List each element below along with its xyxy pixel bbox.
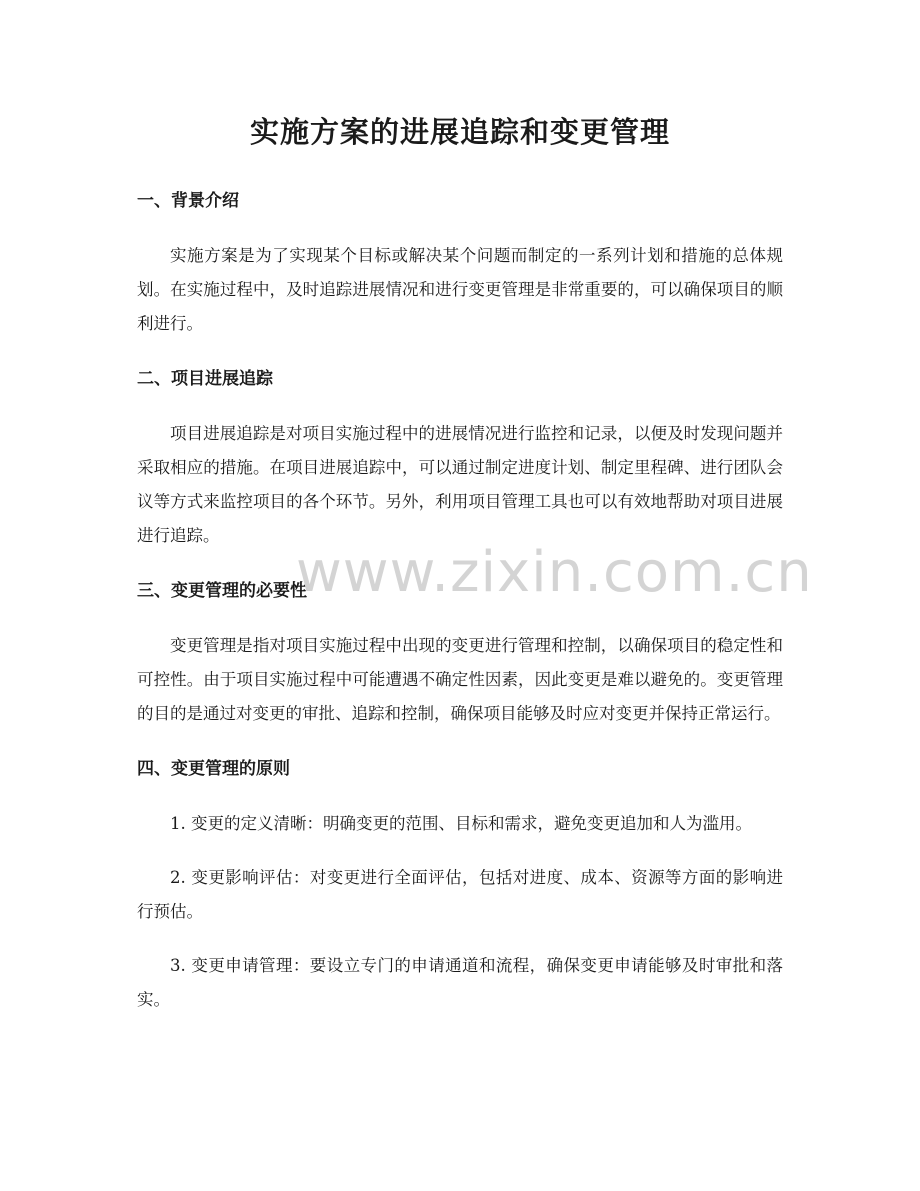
section-change-principles [137,751,783,1017]
watermark: www.zixin.com.cn [296,540,813,605]
list-item: 1. 变更的定义清晰：明确变更的范围、目标和需求，避免变更追加和人为滥用。 [170,814,752,833]
paragraph: 实施方案是为了实现某个目标或解决某个问题而制定的一系列计划和措施的总体规划。在实施过程中，及时追踪进展情况和进行变更管理是非常重要的，可以确保项目的顺利进行。 [137,246,783,333]
paragraph: 项目进展追踪是对项目实施过程中的进展情况进行监控和记录，以便及时发现问题并采取相应的措施。在项目进展追踪中，可以通过制定进度计划、制定里程碑、进行团队会议等方式来监控项目的各个环节。另外，利用项目管理工具也可以有效地帮助对项目进展进行追踪。 [137,424,783,545]
document-title: 实施方案的进展追踪和变更管理 [249,115,670,149]
section-heading: 三、变更管理的必要性 [137,581,307,601]
section-change-necessity [137,573,783,731]
section-background [137,183,783,341]
paragraph: 变更管理是指对项目实施过程中出现的变更进行管理和控制，以确保项目的稳定性和可控性。由于项目实施过程中可能遭遇不确定性因素，因此变更是难以避免的。变更管理的目的是通过对变更的审批、追踪和控制，确保项目能够及时应对变更并保持正常运行。 [137,636,783,723]
document-body [137,183,783,1017]
section-heading: 二、项目进展追踪 [137,369,273,389]
section-heading: 四、变更管理的原则 [137,759,290,779]
section-progress-tracking [137,361,783,553]
list-item: 2. 变更影响评估：对变更进行全面评估，包括对进度、成本、资源等方面的影响进行预估。 [137,868,783,921]
section-heading: 一、背景介绍 [137,191,239,211]
list-item: 3. 变更申请管理：要设立专门的申请通道和流程，确保变更申请能够及时审批和落实。 [137,956,783,1009]
